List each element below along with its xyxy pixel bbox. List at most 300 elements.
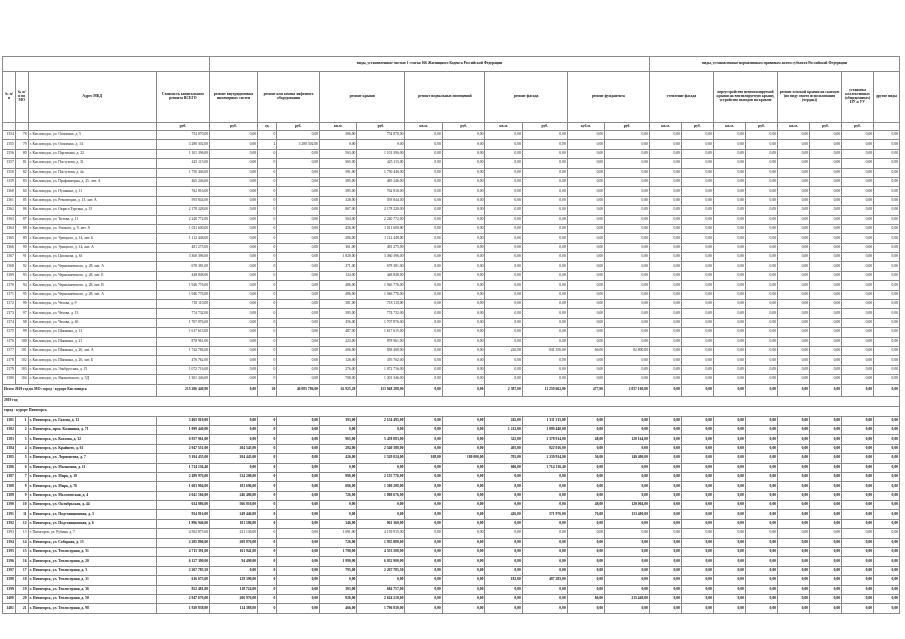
row-address: г. Пятигорск, ул. Подстанционная, д. 3: [28, 510, 156, 519]
row-engineering-cost: 0,00: [210, 290, 258, 299]
row-regional-value: 0,00: [649, 454, 681, 463]
row-basement-area: 0,00: [405, 557, 442, 566]
row-regional-value: 0,00: [842, 337, 874, 346]
row-roof-area: 386,00: [320, 131, 357, 140]
row-basement-area: 0,00: [405, 337, 442, 346]
row-regional-value: 0,00: [681, 300, 713, 309]
row-facade-cost: 0,00: [522, 224, 567, 233]
row-cost: 2 178 228,00: [156, 206, 209, 215]
row-regional-value: 0,00: [778, 501, 810, 510]
row-regional-value: 0,00: [713, 538, 745, 547]
row-address: г. Кисловодск, ул. Пастухова, д. 4а: [28, 168, 156, 177]
row-basement-area: 0,00: [405, 149, 442, 158]
row-cost: 6 957 961,00: [156, 435, 209, 444]
row-foundation-cost: 0,00: [605, 131, 650, 140]
row-regional-value: 0,00: [713, 444, 745, 453]
row-roof-area: 276,00: [320, 365, 357, 374]
row-address: г. Кисловодск, ул. Профинтерна, д. 25, лит. А: [28, 177, 156, 186]
row-index-total: 1372: [3, 300, 16, 309]
row-regional-value: 0,00: [842, 538, 874, 547]
row-regional-value: 0,00: [745, 206, 777, 215]
row-engineering-cost: 103 696,00: [210, 482, 258, 491]
row-regional-value: 0,00: [649, 318, 681, 327]
row-regional-value: 0,00: [810, 576, 842, 585]
row-facade-area: 0,00: [485, 290, 522, 299]
table-row: [3, 594, 900, 603]
row-roof-area: 126,00: [320, 356, 357, 365]
row-regional-value: 0,00: [649, 416, 681, 425]
table-row: [3, 463, 900, 472]
row-regional-value: 0,00: [745, 309, 777, 318]
row-engineering-cost: 0,00: [210, 243, 258, 252]
row-roof-cost: 1 750 446,00: [357, 168, 405, 177]
row-regional-value: 0,00: [874, 356, 900, 365]
row-regional-value: 0,00: [681, 215, 713, 224]
row-cost: 762 816,00: [156, 187, 209, 196]
row-elevator-cost: 0,00: [277, 309, 320, 318]
row-regional-value: 0,00: [874, 529, 900, 538]
row-roof-cost: 0,00: [357, 501, 405, 510]
row-index-total: 1378: [3, 356, 16, 365]
row-regional-value: 0,00: [713, 224, 745, 233]
row-address: г. Кисловодск, ул. Титова, д. 11: [28, 215, 156, 224]
table-row: [3, 510, 900, 519]
row-foundation-area: 0,00: [567, 519, 604, 528]
row-roof-area: 124,00: [320, 271, 357, 280]
row-basement-cost: 0,00: [442, 300, 485, 309]
row-regional-value: 0,00: [745, 262, 777, 271]
row-basement-cost: 0,00: [442, 491, 485, 500]
table-row: [3, 416, 900, 425]
table-row: [3, 337, 900, 346]
col-pitched-roof: переустройство невентилируемой крыши на вентилируемую крышу, устройство выходов на кровлю: [713, 72, 777, 123]
row-foundation-cost: 0,00: [605, 187, 650, 196]
row-roof-area: 1 828,00: [320, 253, 357, 262]
row-engineering-cost: 0,00: [210, 375, 258, 384]
row-facade-cost: 841 356,00: [522, 346, 567, 355]
row-cost: 1 112 448,00: [156, 234, 209, 243]
row-roof-area: 385,00: [320, 177, 357, 186]
header-band-blank: [3, 57, 210, 72]
row-regional-value: 0,00: [713, 234, 745, 243]
row-elevator-cost: 0,00: [277, 271, 320, 280]
row-regional-value: 0,00: [842, 435, 874, 444]
row-foundation-area: 0,00: [567, 187, 604, 196]
row-roof-area: 0,00: [320, 140, 357, 149]
row-regional-value: 0,00: [874, 224, 900, 233]
row-foundation-area: 0,00: [567, 604, 604, 613]
row-basement-cost: 0,00: [442, 140, 485, 149]
row-address: г. Пятигорск, ул. Моллоевская, д. 4: [28, 491, 156, 500]
total-regional-value: 0,00: [842, 384, 874, 396]
row-foundation-area: 0,00: [567, 328, 604, 337]
row-regional-value: 0,00: [874, 482, 900, 491]
total-regional-value: 0,00: [874, 384, 900, 396]
row-regional-value: 0,00: [874, 576, 900, 585]
row-elevator-units: 0: [258, 463, 277, 472]
row-basement-area: 0,00: [405, 346, 442, 355]
row-engineering-cost: 204 445,00: [210, 454, 258, 463]
row-roof-area: 795,00: [320, 566, 357, 575]
row-regional-value: 0,00: [778, 491, 810, 500]
row-regional-value: 0,00: [778, 131, 810, 140]
row-regional-value: 0,00: [713, 463, 745, 472]
row-index-total: 1374: [3, 318, 16, 327]
row-foundation-cost: 0,00: [605, 444, 650, 453]
row-regional-value: 0,00: [810, 337, 842, 346]
row-elevator-cost: 0,00: [277, 375, 320, 384]
row-index-total: 1362: [3, 206, 16, 215]
row-foundation-cost: 0,00: [605, 253, 650, 262]
row-roof-cost: 684 757,00: [357, 585, 405, 594]
row-facade-cost: 0,00: [522, 309, 567, 318]
row-index-mo: 97: [15, 309, 28, 318]
row-regional-value: 0,00: [681, 538, 713, 547]
row-basement-area: 0,00: [405, 177, 442, 186]
row-cost: 2 267 785,50: [156, 566, 209, 575]
row-facade-cost: 0,00: [522, 529, 567, 538]
row-index-total: 1359: [3, 177, 16, 186]
row-regional-value: 0,00: [713, 585, 745, 594]
row-facade-area: 182,00: [485, 576, 522, 585]
row-regional-value: 0,00: [681, 510, 713, 519]
row-index-total: 1364: [3, 224, 16, 233]
row-basement-cost: 0,00: [442, 224, 485, 233]
row-regional-value: 0,00: [681, 140, 713, 149]
row-roof-cost: 858 408,00: [357, 346, 405, 355]
row-roof-area: 1 790,00: [320, 548, 357, 557]
row-index-mo: 95: [15, 290, 28, 299]
table-row: [3, 519, 900, 528]
table-row: [3, 290, 900, 299]
row-foundation-area: 0,00: [567, 365, 604, 374]
row-engineering-cost: 0,00: [210, 177, 258, 186]
row-regional-value: 0,00: [745, 548, 777, 557]
row-index-total: 1370: [3, 281, 16, 290]
row-engineering-cost: 0,00: [210, 224, 258, 233]
row-foundation-cost: 0,00: [605, 206, 650, 215]
row-facade-cost: 1 378 914,00: [522, 435, 567, 444]
row-facade-area: 0,00: [485, 529, 522, 538]
row-roof-cost: 678 381,00: [357, 262, 405, 271]
row-regional-value: 0,00: [778, 482, 810, 491]
row-elevator-cost: 0,00: [277, 262, 320, 271]
row-facade-area: 0,00: [485, 548, 522, 557]
row-roof-area: 0,00: [320, 576, 357, 585]
row-regional-value: 0,00: [810, 346, 842, 355]
row-index-total: 1388: [3, 482, 16, 491]
row-index-mo: 16: [15, 557, 28, 566]
row-regional-value: 0,00: [842, 224, 874, 233]
row-facade-cost: 0,00: [522, 491, 567, 500]
row-foundation-cost: 0,00: [605, 159, 650, 168]
row-elevator-units: 0: [258, 243, 277, 252]
row-regional-value: 0,00: [778, 328, 810, 337]
row-roof-area: 385,00: [320, 187, 357, 196]
row-foundation-area: 0,00: [567, 290, 604, 299]
row-regional-value: 0,00: [778, 177, 810, 186]
row-regional-value: 0,00: [649, 206, 681, 215]
row-regional-value: 0,00: [842, 196, 874, 205]
row-elevator-cost: 0,00: [277, 337, 320, 346]
row-foundation-area: 0,00: [567, 548, 604, 557]
row-basement-area: 0,00: [405, 529, 442, 538]
unit-cell: руб.: [605, 123, 650, 131]
row-regional-value: 0,00: [842, 346, 874, 355]
row-regional-value: 0,00: [778, 168, 810, 177]
row-engineering-cost: 161 941,00: [210, 548, 258, 557]
row-regional-value: 0,00: [842, 594, 874, 603]
row-cost: 1 301 346,00: [156, 375, 209, 384]
row-regional-value: 0,00: [874, 365, 900, 374]
row-cost: 1 617 615,00: [156, 328, 209, 337]
row-basement-cost: 0,00: [442, 566, 485, 575]
row-roof-cost: 0,00: [357, 576, 405, 585]
row-address: г. Кисловодск, ул. Чехова, д. 13: [28, 309, 156, 318]
row-regional-value: 0,00: [810, 309, 842, 318]
row-cost: 465 246,00: [156, 177, 209, 186]
row-regional-value: 0,00: [810, 187, 842, 196]
row-foundation-area: 0,00: [567, 318, 604, 327]
row-roof-area: 591,00: [320, 168, 357, 177]
row-regional-value: 0,00: [681, 271, 713, 280]
row-regional-value: 0,00: [810, 444, 842, 453]
row-foundation-cost: 82 800,00: [605, 346, 650, 355]
row-foundation-area: 0,00: [567, 271, 604, 280]
row-regional-value: 0,00: [745, 271, 777, 280]
row-regional-value: 0,00: [649, 337, 681, 346]
row-regional-value: 0,00: [778, 585, 810, 594]
row-regional-value: 0,00: [874, 253, 900, 262]
row-foundation-cost: 0,00: [605, 234, 650, 243]
row-regional-value: 0,00: [874, 149, 900, 158]
row-foundation-area: 0,00: [567, 140, 604, 149]
row-roof-cost: 2 240 772,00: [357, 215, 405, 224]
table-row: [3, 253, 900, 262]
row-roof-area: 381,00: [320, 300, 357, 309]
row-regional-value: 0,00: [874, 538, 900, 547]
row-foundation-area: 0,00: [567, 425, 604, 434]
row-regional-value: 0,00: [842, 309, 874, 318]
section-city-header-row: [3, 406, 900, 416]
row-elevator-units: 0: [258, 416, 277, 425]
table-row: [3, 444, 900, 453]
row-address: г. Пятигорск, прсп. Калинина, д. 71: [28, 425, 156, 434]
row-elevator-cost: 0,00: [277, 243, 320, 252]
row-engineering-cost: 0,00: [210, 425, 258, 434]
row-foundation-area: 86,00: [567, 594, 604, 603]
row-basement-area: 0,00: [405, 501, 442, 510]
row-facade-cost: 0,00: [522, 328, 567, 337]
row-regional-value: 0,00: [778, 346, 810, 355]
row-index-total: 1358: [3, 168, 16, 177]
row-foundation-area: 0,00: [567, 566, 604, 575]
row-foundation-area: 0,00: [567, 177, 604, 186]
row-index-mo: 6: [15, 463, 28, 472]
row-regional-value: 0,00: [778, 557, 810, 566]
row-facade-area: 405,00: [485, 444, 522, 453]
row-regional-value: 0,00: [681, 328, 713, 337]
row-regional-value: 0,00: [649, 177, 681, 186]
row-cost: 448 848,00: [156, 271, 209, 280]
row-regional-value: 0,00: [681, 337, 713, 346]
row-regional-value: 0,00: [713, 309, 745, 318]
row-foundation-area: 0,00: [567, 196, 604, 205]
row-roof-area: 1 691,00: [320, 529, 357, 538]
row-regional-value: 0,00: [874, 328, 900, 337]
row-roof-area: 328,00: [320, 196, 357, 205]
row-regional-value: 0,00: [778, 472, 810, 481]
row-foundation-cost: 120 164,00: [605, 435, 650, 444]
header-columns-row: [3, 72, 900, 123]
total-base-area: 0,00: [405, 384, 442, 396]
row-basement-cost: 0,00: [442, 375, 485, 384]
row-engineering-cost: 231 136,00: [210, 529, 258, 538]
row-regional-value: 0,00: [842, 529, 874, 538]
row-foundation-area: 0,00: [567, 253, 604, 262]
row-regional-value: 0,00: [681, 576, 713, 585]
row-basement-cost: 0,00: [442, 243, 485, 252]
row-regional-value: 0,00: [874, 177, 900, 186]
row-cost: 1 707 876,00: [156, 318, 209, 327]
row-cost: 634 886,00: [156, 501, 209, 510]
row-regional-value: 0,00: [778, 243, 810, 252]
row-basement-cost: 0,00: [442, 196, 485, 205]
row-index-total: 1401: [3, 604, 16, 613]
row-roof-cost: 0,00: [357, 425, 405, 434]
row-roof-cost: 1 707 876,00: [357, 318, 405, 327]
unit-cell: ед.: [258, 123, 277, 131]
col-engineering: ремонт внутридомовых инженерных систем: [210, 72, 258, 123]
row-regional-value: 0,00: [745, 482, 777, 491]
row-regional-value: 0,00: [874, 435, 900, 444]
row-regional-value: 0,00: [874, 594, 900, 603]
row-facade-area: 0,00: [485, 585, 522, 594]
row-facade-area: 606,00: [485, 463, 522, 472]
row-regional-value: 0,00: [810, 454, 842, 463]
row-roof-cost: 1 072 716,00: [357, 365, 405, 374]
row-regional-value: 0,00: [778, 300, 810, 309]
row-basement-area: 0,00: [405, 356, 442, 365]
row-basement-area: 0,00: [405, 131, 442, 140]
row-regional-value: 0,00: [649, 375, 681, 384]
row-regional-value: 0,00: [842, 444, 874, 453]
total-lift-units: 20: [258, 384, 277, 396]
row-regional-value: 0,00: [778, 337, 810, 346]
row-index-mo: 79: [15, 140, 28, 149]
row-regional-value: 0,00: [745, 594, 777, 603]
table-row: [3, 501, 900, 510]
row-regional-value: 0,00: [778, 375, 810, 384]
row-basement-cost: 0,00: [442, 187, 485, 196]
row-regional-value: 0,00: [778, 538, 810, 547]
row-regional-value: 0,00: [745, 234, 777, 243]
row-elevator-cost: 0,00: [277, 557, 320, 566]
row-basement-area: 0,00: [405, 482, 442, 491]
register-sheet: [2, 56, 900, 614]
row-elevator-units: 0: [258, 271, 277, 280]
unit-cell: куб.м.: [567, 123, 604, 131]
total-roof-area: 62 925,28: [320, 384, 357, 396]
row-roof-cost: 754 870,00: [357, 131, 405, 140]
row-regional-value: 0,00: [810, 491, 842, 500]
row-regional-value: 0,00: [842, 300, 874, 309]
row-basement-cost: 0,00: [442, 346, 485, 355]
unit-cell-blank: [28, 123, 156, 131]
row-regional-value: 0,00: [810, 234, 842, 243]
row-regional-value: 0,00: [842, 243, 874, 252]
row-basement-area: 0,00: [405, 566, 442, 575]
table-row: [3, 557, 900, 566]
row-cost: 1 946 776,00: [156, 281, 209, 290]
row-engineering-cost: 0,00: [210, 346, 258, 355]
repair-register-table: [2, 56, 900, 614]
row-regional-value: 0,00: [874, 131, 900, 140]
row-basement-area: 0,00: [405, 510, 442, 519]
col-index-mo: № п/п по МО: [15, 72, 28, 123]
row-regional-value: 0,00: [810, 585, 842, 594]
row-engineering-cost: 0,00: [210, 463, 258, 472]
row-basement-cost: 0,00: [442, 365, 485, 374]
row-regional-value: 0,00: [778, 576, 810, 585]
row-facade-area: 226,00: [485, 346, 522, 355]
row-facade-cost: 0,00: [522, 585, 567, 594]
row-elevator-cost: 0,00: [277, 444, 320, 453]
row-index-total: 1391: [3, 510, 16, 519]
row-roof-area: 0,00: [320, 501, 357, 510]
row-regional-value: 0,00: [649, 234, 681, 243]
row-regional-value: 0,00: [681, 177, 713, 186]
col-cost-total: Стоимость капитального ремонта ВСЕГО: [156, 72, 209, 123]
total-label: Итого 2019 год по МО: город - курорт Кисловодск: [3, 384, 157, 396]
row-foundation-area: 0,00: [567, 309, 604, 318]
row-index-mo: 3: [15, 435, 28, 444]
row-index-mo: 96: [15, 300, 28, 309]
row-roof-cost: 878 961,00: [357, 337, 405, 346]
row-roof-area: 926,00: [320, 594, 357, 603]
row-cost: 852 481,00: [156, 585, 209, 594]
row-regional-value: 0,00: [745, 365, 777, 374]
row-regional-value: 0,00: [745, 444, 777, 453]
header-band-regional: виды, установленные нормативным правовым актом субъекта Российской Федерации: [649, 57, 899, 72]
row-index-total: 1360: [3, 187, 16, 196]
row-facade-cost: 0,00: [522, 243, 567, 252]
row-cost: 4 502 875,00: [156, 529, 209, 538]
row-elevator-cost: 0,00: [277, 206, 320, 215]
row-roof-cost: 2 267 785,50: [357, 566, 405, 575]
row-foundation-area: 0,00: [567, 159, 604, 168]
row-regional-value: 0,00: [810, 290, 842, 299]
row-regional-value: 0,00: [778, 281, 810, 290]
row-engineering-cost: 246 486,00: [210, 491, 258, 500]
row-basement-cost: 0,00: [442, 159, 485, 168]
row-regional-value: 0,00: [681, 416, 713, 425]
row-regional-value: 0,00: [778, 566, 810, 575]
row-regional-value: 0,00: [778, 604, 810, 613]
row-index-mo: 102: [15, 356, 28, 365]
table-row: [3, 566, 900, 575]
row-facade-cost: 0,00: [522, 140, 567, 149]
row-basement-cost: 0,00: [442, 585, 485, 594]
row-index-total: 1369: [3, 271, 16, 280]
row-basement-area: 0,00: [405, 253, 442, 262]
row-index-mo: 90: [15, 243, 28, 252]
row-regional-value: 0,00: [745, 454, 777, 463]
row-index-mo: 78: [15, 131, 28, 140]
row-foundation-cost: 0,00: [605, 566, 650, 575]
row-facade-area: 0,00: [485, 177, 522, 186]
row-regional-value: 0,00: [745, 519, 777, 528]
